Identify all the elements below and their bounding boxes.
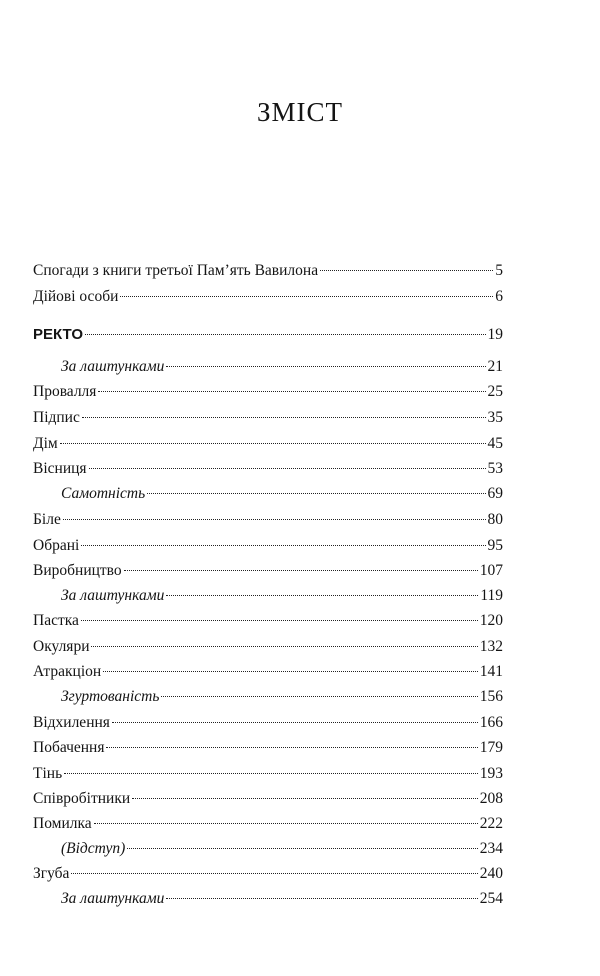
dot-leader <box>89 467 486 469</box>
toc-entry <box>33 481 503 507</box>
toc-entry <box>33 735 503 761</box>
toc-entry-title: Згуртованість <box>61 688 160 705</box>
toc-entry-page: 69 <box>487 485 503 502</box>
dot-leader <box>60 442 486 444</box>
toc-entry <box>33 811 503 837</box>
toc-entry-title: Згуба <box>33 865 70 882</box>
dot-leader <box>94 822 478 824</box>
dot-leader <box>91 645 477 647</box>
toc-entry-page: 35 <box>487 409 503 426</box>
toc-entry <box>33 608 503 634</box>
toc-entry-title: Провалля <box>33 383 97 400</box>
toc-entry-title: За лаштунками <box>61 358 165 375</box>
toc-entry <box>33 861 503 887</box>
toc-entry-title: Спогади з книги третьої Пам’ять Вавилона <box>33 262 319 279</box>
toc-entry-page: 119 <box>480 587 503 604</box>
page-title: ЗМІСТ <box>256 97 344 127</box>
toc-entry-page: 25 <box>487 383 503 400</box>
toc-entry-page: 132 <box>479 638 503 655</box>
toc-entry-title: (Відступ) <box>61 840 126 857</box>
toc-entry <box>33 405 503 431</box>
toc-entry-page: 80 <box>487 511 503 528</box>
toc-entry <box>33 456 503 482</box>
toc-entry <box>33 507 503 533</box>
toc-entry-page: 240 <box>479 865 503 882</box>
toc-entry-title: Помилка <box>33 815 92 832</box>
toc-entry-title: Виробництво <box>33 562 122 579</box>
toc-entry-title: Обрані <box>33 537 80 554</box>
toc-entry <box>33 659 503 685</box>
dot-leader <box>112 721 478 723</box>
toc-entry-page: 234 <box>479 840 503 857</box>
dot-leader <box>161 695 477 697</box>
dot-leader <box>63 518 486 520</box>
toc-entry <box>33 710 503 736</box>
toc-entry-page: 21 <box>487 358 503 375</box>
toc-entry-title: За лаштунками <box>61 587 165 604</box>
dot-leader <box>124 569 478 571</box>
toc-entry-title: Тінь <box>33 765 63 782</box>
toc-entry-title: Біле <box>33 511 61 528</box>
dot-leader <box>81 619 478 621</box>
dot-leader <box>81 544 485 546</box>
dot-leader <box>166 594 478 596</box>
toc-entry <box>33 583 503 609</box>
toc-entry <box>33 786 503 812</box>
dot-leader <box>132 797 478 799</box>
dot-leader <box>64 772 478 774</box>
toc-entry-title: Окуляри <box>33 638 90 655</box>
toc-entry <box>33 379 503 405</box>
toc-entry-page: 107 <box>479 562 503 579</box>
toc-entry-page: 45 <box>487 435 503 452</box>
toc-entry-page: 156 <box>479 688 503 705</box>
dot-leader <box>166 897 477 899</box>
toc-entry-page: 193 <box>479 765 503 782</box>
dot-leader <box>71 872 477 874</box>
toc-entry-page: 254 <box>479 890 503 907</box>
dot-leader <box>166 365 485 367</box>
toc-entry <box>33 558 503 584</box>
toc-entry-title: РЕКТО <box>33 326 83 343</box>
toc-entry <box>33 533 503 559</box>
dot-leader <box>320 269 493 271</box>
toc-entry <box>33 431 503 457</box>
toc-entry <box>33 684 503 710</box>
dot-leader <box>85 333 486 335</box>
toc-entry-title: Дім <box>33 435 58 452</box>
toc-entry-title: Відхилення <box>33 714 110 731</box>
toc-entry-page: 179 <box>479 739 503 756</box>
toc-entry-title: Вісниця <box>33 460 87 477</box>
dot-leader <box>147 492 485 494</box>
toc-entry-title: Самотність <box>61 485 146 502</box>
toc-entry-page: 208 <box>479 790 503 807</box>
toc-entry-title: Дійові особи <box>33 288 119 305</box>
toc-entry <box>33 761 503 787</box>
toc-entry-page: 141 <box>479 663 503 680</box>
toc-entry <box>33 354 503 380</box>
toc-entry-title: Підпис <box>33 409 80 426</box>
dot-leader <box>98 390 485 392</box>
toc-entry-title: Пастка <box>33 612 79 629</box>
toc-entry-title: Атракціон <box>33 663 102 680</box>
toc-entry-page: 19 <box>487 326 503 343</box>
toc-entry <box>33 634 503 660</box>
toc-entry <box>33 836 503 862</box>
dot-leader <box>106 746 477 748</box>
toc-entry-page: 53 <box>487 460 503 477</box>
toc-entry-page: 166 <box>479 714 503 731</box>
toc-entry-title: За лаштунками <box>61 890 165 907</box>
toc-entry <box>33 322 503 348</box>
toc-entry-page: 120 <box>479 612 503 629</box>
dot-leader <box>103 670 478 672</box>
toc-entry <box>33 284 503 310</box>
dot-leader <box>120 295 493 297</box>
toc-entry-page: 5 <box>495 262 503 279</box>
dot-leader <box>82 416 486 418</box>
toc-entry-page: 222 <box>479 815 503 832</box>
toc-entry-title: Побачення <box>33 739 105 756</box>
toc-entry <box>33 258 503 284</box>
toc-entry-page: 6 <box>495 288 503 305</box>
dot-leader <box>127 847 477 849</box>
toc-entry-page: 95 <box>487 537 503 554</box>
toc-entry <box>33 886 503 912</box>
toc-entry-title: Співробітники <box>33 790 131 807</box>
